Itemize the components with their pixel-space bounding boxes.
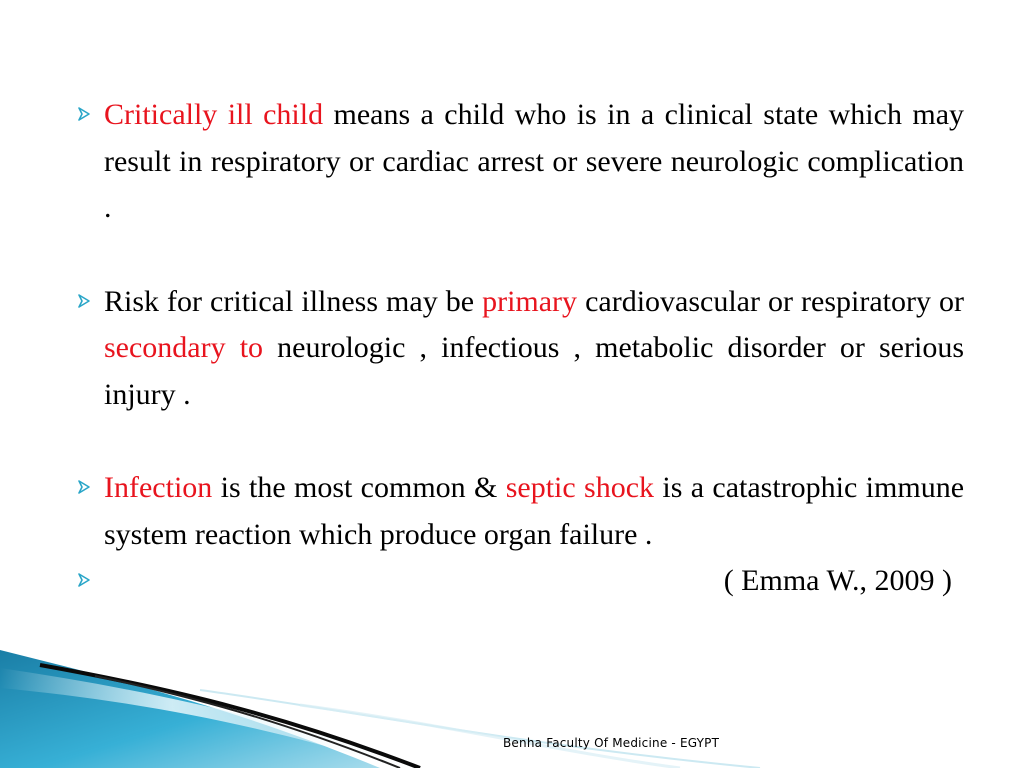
bullet-3-highlight-infection: Infection	[104, 471, 213, 504]
footer-text: Benha Faculty Of Medicine - EGYPT	[503, 736, 720, 750]
citation: ( Emma W., 2009 )	[723, 564, 952, 597]
bullet-3-highlight-septic-shock: septic shock	[505, 471, 655, 504]
bullet-2-text-c: neurologic , infectious , metabolic disorder or serious injury .	[104, 331, 964, 411]
bullet-2-text-a: Risk for critical illness may be	[104, 284, 483, 318]
bullet-1-highlight: Critically ill child	[104, 98, 324, 131]
bullet-item-citation	[76, 558, 964, 604]
arrow-right-chevron-icon	[76, 293, 92, 309]
bullet-2-text-b: cardiovascular or respiratory or	[577, 284, 964, 318]
bullet-item-1	[76, 92, 964, 232]
bullet-item-3	[76, 465, 964, 558]
bullet-2-highlight-secondary: secondary to	[104, 331, 264, 364]
bullet-1-text: means a child who is in a clinical state which may result in respiratory or cardiac arrest or severe neurologic complication .	[104, 98, 965, 224]
arrow-right-chevron-icon	[76, 479, 92, 495]
arrow-right-chevron-icon	[76, 106, 92, 122]
bullet-item-2	[76, 279, 964, 419]
bullet-2-highlight-primary: primary	[482, 284, 578, 318]
bullet-3-text-a: is the most common &	[212, 471, 506, 504]
bullet-3-text-b: is a catastrophic immune system reaction which produce organ failure .	[104, 471, 965, 551]
arrow-right-chevron-icon	[76, 572, 92, 588]
slide-body	[76, 92, 964, 604]
